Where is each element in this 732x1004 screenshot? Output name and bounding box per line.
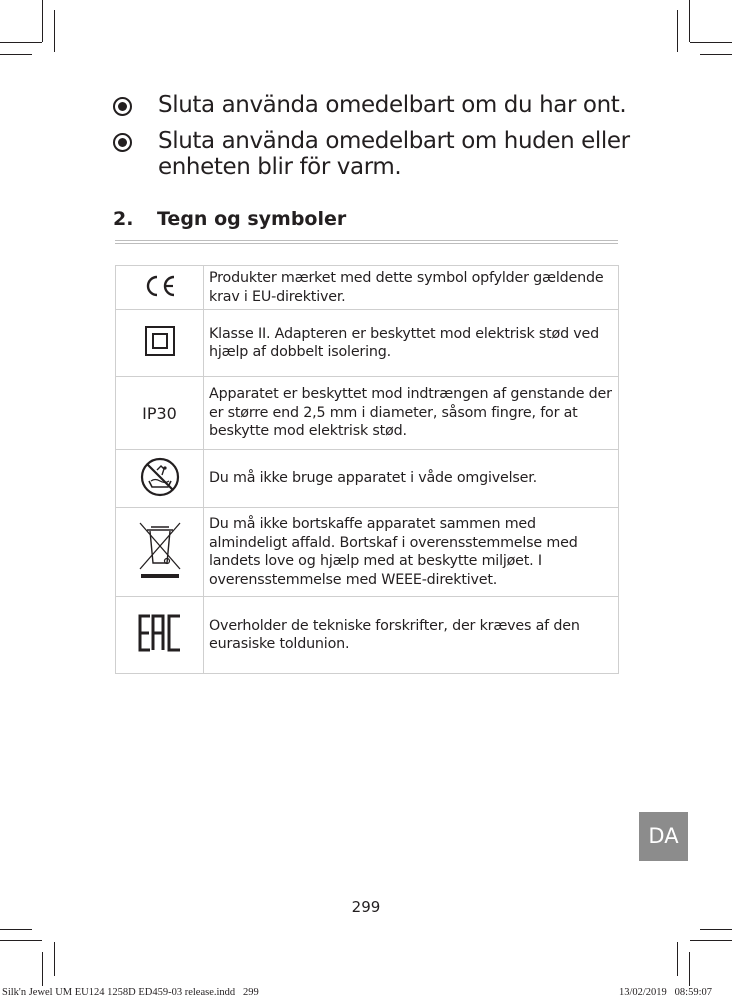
table-row	[116, 377, 619, 450]
crop-mark	[54, 942, 55, 976]
crop-mark	[689, 952, 690, 986]
table-row	[116, 310, 619, 377]
crop-mark	[677, 942, 678, 976]
section-heading	[113, 208, 346, 230]
crop-mark	[700, 929, 732, 930]
symbol-cell	[116, 508, 204, 597]
symbol-description: Produkter mærket med dette symbol opfylder gældende krav i EU-direktiver.	[204, 266, 619, 310]
slug-filename: Silk'n Jewel UM EU124 1258D ED459-03 release.indd 299	[2, 987, 259, 998]
symbol-description: Apparatet er beskyttet mod indtrængen af genstande der er større end 2,5 mm i diameter, såsom fingre, for at beskytte mod elektrisk stød.	[204, 377, 619, 450]
crop-mark	[42, 0, 43, 42]
crop-mark	[0, 929, 32, 930]
crop-mark	[54, 10, 55, 52]
crop-mark	[677, 10, 678, 52]
bullet-text: Sluta använda omedelbart om du har ont.	[158, 92, 627, 118]
crop-mark	[690, 42, 732, 43]
symbol-description: Overholder de tekniske forskrifter, der kræves af den eurasiske toldunion.	[204, 597, 619, 674]
symbol-cell	[116, 597, 204, 674]
slug-timestamp: 13/02/2019 08:59:07	[618, 987, 712, 998]
symbol-cell	[116, 450, 204, 508]
table-row	[116, 597, 619, 674]
ce-mark-icon	[143, 275, 177, 297]
crop-mark	[700, 54, 732, 55]
symbols-table	[115, 265, 619, 674]
symbol-cell	[116, 310, 204, 377]
symbol-cell	[116, 266, 204, 310]
section-title: Tegn og symboler	[157, 208, 347, 230]
heading-divider	[115, 240, 618, 244]
crop-mark	[0, 42, 42, 43]
eac-mark-icon	[137, 613, 183, 653]
bullet-circle-icon	[113, 97, 132, 116]
table-row	[116, 450, 619, 508]
crop-mark	[690, 940, 732, 941]
crop-mark	[0, 54, 32, 55]
ip30-label: IP30	[142, 403, 177, 423]
symbol-description: Du må ikke bruge apparatet i våde omgivelser.	[204, 450, 619, 508]
class-ii-icon	[144, 325, 176, 357]
bullet-item	[113, 128, 633, 180]
warning-bullet-list	[113, 92, 633, 190]
symbol-description: Du må ikke bortskaffe apparatet sammen med almindeligt affald. Bortskaf i overensstemmelse med landets love og hjælp med at beskytte miljøet. I overensstemmelse med WEEE-direktivet.	[204, 508, 619, 597]
bullet-item	[113, 92, 633, 118]
bullet-circle-icon	[113, 133, 132, 152]
crop-mark	[0, 940, 42, 941]
table-row	[116, 508, 619, 597]
bullet-text: Sluta använda omedelbart om huden eller enheten blir för varm.	[158, 128, 630, 180]
page-number: 299	[351, 898, 381, 916]
symbol-description: Klasse II. Adapteren er beskyttet mod elektrisk stød ved hjælp af dobbelt isolering.	[204, 310, 619, 377]
weee-crossed-bin-icon	[138, 519, 182, 581]
no-wet-environment-icon	[140, 457, 180, 497]
symbol-cell	[116, 377, 204, 450]
crop-mark	[42, 952, 43, 986]
section-number: 2.	[113, 208, 134, 230]
table-row	[116, 266, 619, 310]
language-tab: DA	[639, 812, 688, 861]
crop-mark	[689, 0, 690, 42]
